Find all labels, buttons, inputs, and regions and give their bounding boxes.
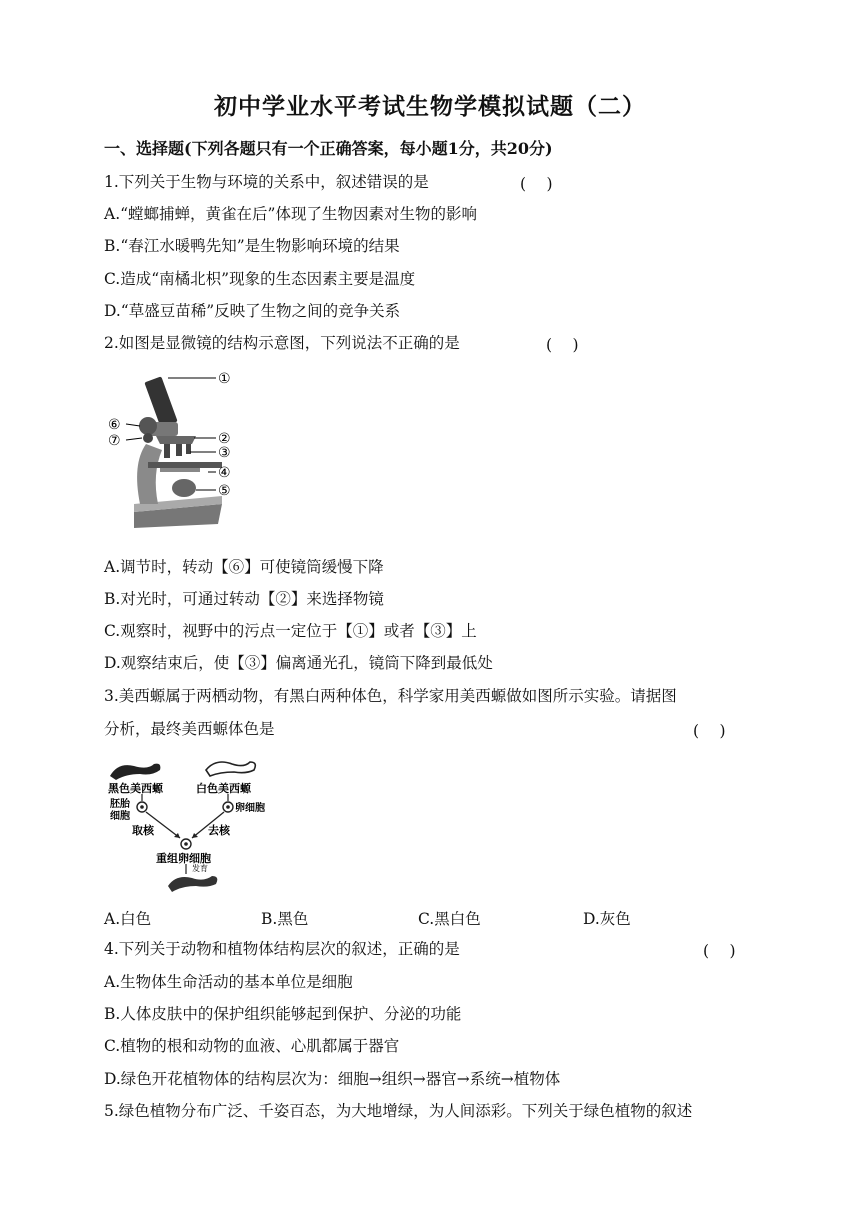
question-2-option-a: A.调节时，转动【⑥】可使镜筒缓慢下降 [104, 558, 384, 576]
question-4-option-b: B.人体皮肤中的保护组织能够起到保护、分泌的功能 [104, 1005, 462, 1023]
coarse-focus-knob [139, 417, 157, 435]
black-axolotl-icon [110, 764, 160, 780]
question-2-option-d: D.观察结束后，使【③】偏离通光孔，镜筒下降到最低处 [104, 654, 493, 672]
figure-label-6: ⑥ [108, 417, 121, 433]
question-1-option-d: D.“草盛豆苗稀”反映了生物之间的竞争关系 [104, 302, 401, 320]
question-1-option-b: B.“春江水暖鸭先知”是生物影响环境的结果 [104, 237, 400, 255]
question-3-option-a: A.白色 [104, 910, 152, 928]
question-3-option-c: C.黑白色 [418, 910, 481, 928]
question-3-option-b: B.黑色 [261, 910, 309, 928]
label-remove-nucleus: 去核 [208, 824, 230, 837]
question-2-stem: 2.如图是显微镜的结构示意图，下列说法不正确的是 [104, 334, 460, 352]
label-embryo-cell: 细胞 [110, 811, 130, 822]
label-black-axolotl: 黑色美西螈 [108, 782, 163, 795]
page-title: 初中学业水平考试生物学模拟试题（二） [214, 93, 646, 120]
question-3-option-d: D.灰色 [583, 910, 631, 928]
microscope-figure [104, 364, 244, 540]
figure-label-5: ⑤ [218, 483, 231, 499]
question-4-option-d: D.绿色开花植物体的结构层次为：细胞→组织→器官→系统→植物体 [104, 1070, 561, 1088]
question-4-stem: 4.下列关于动物和植物体结构层次的叙述，正确的是 [104, 940, 460, 958]
label-take-nucleus: 取核 [132, 824, 154, 837]
question-4-answer-blank: ( ) [703, 942, 736, 960]
question-5-stem: 5.绿色植物分布广泛、千姿百态，为大地增绿，为人间添彩。下列关于绿色植物的叙述 [104, 1102, 693, 1120]
result-axolotl-icon [168, 876, 217, 892]
mirror [172, 479, 196, 497]
question-1-option-c: C.造成“南橘北枳”现象的生态因素主要是温度 [104, 270, 416, 288]
question-3-answer-blank: ( ) [693, 722, 726, 740]
section-heading: 一、选择题(下列各题只有一个正确答案，每小题1分，共20分) [104, 139, 553, 158]
question-1-stem: 1.下列关于生物与环境的关系中，叙述错误的是 [104, 173, 429, 191]
question-2-option-c: C.观察时，视野中的污点一定位于【①】或者【③】上 [104, 622, 477, 640]
figure-label-1: ① [218, 371, 231, 387]
question-3-stem-line-1: 3.美西螈属于两栖动物，有黑白两种体色，科学家用美西螈做如图所示实验。请据图 [104, 687, 677, 705]
figure-label-7: ⑦ [108, 433, 121, 449]
question-4-option-c: C.植物的根和动物的血液、心肌都属于器官 [104, 1037, 400, 1055]
figure-label-4: ④ [218, 465, 231, 481]
question-1-answer-blank: ( ) [520, 175, 553, 193]
label-egg-cell: 卵细胞 [235, 803, 265, 814]
label-white-axolotl: 白色美西螈 [196, 782, 251, 795]
label-recombined-egg: 重组卵细胞 [156, 852, 211, 865]
figure-label-2: ② [218, 431, 231, 447]
white-axolotl-icon [206, 762, 255, 776]
question-2-answer-blank: ( ) [546, 336, 579, 354]
label-embryo: 胚胎 [110, 799, 130, 810]
label-develop: 发育 [192, 864, 208, 873]
figure-label-3: ③ [218, 445, 231, 461]
question-3-stem-line-2: 分析，最终美西螈体色是 [104, 720, 275, 738]
question-1-option-a: A.“螳螂捕蝉，黄雀在后”体现了生物因素对生物的影响 [104, 205, 477, 223]
question-4-option-a: A.生物体生命活动的基本单位是细胞 [104, 973, 353, 991]
question-2-option-b: B.对光时，可通过转动【②】来选择物镜 [104, 590, 384, 608]
axolotl-experiment-figure [104, 754, 274, 896]
stage [148, 462, 222, 468]
fine-focus-knob [143, 433, 153, 443]
